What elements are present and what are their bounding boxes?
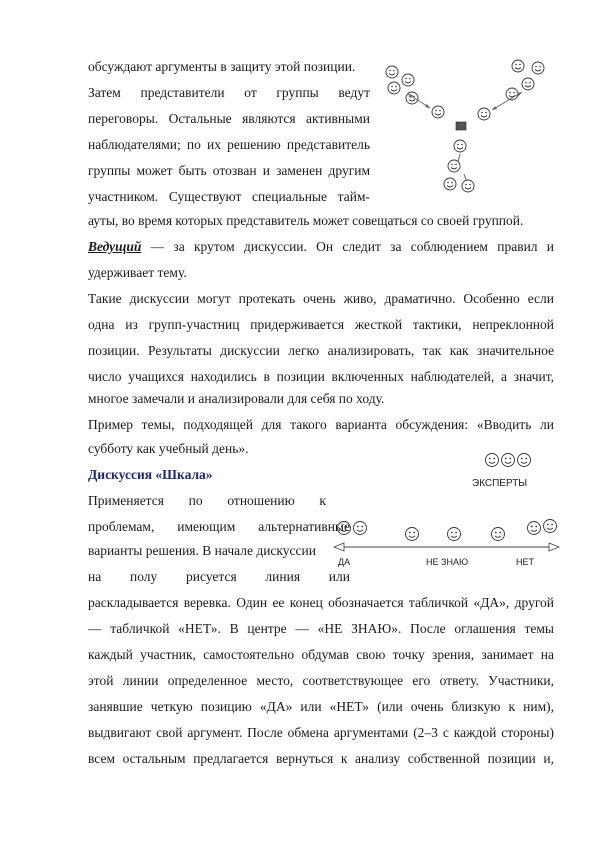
smiley-icon xyxy=(402,74,414,86)
arrow-line xyxy=(458,154,460,162)
smiley-icon xyxy=(444,178,456,190)
scale-diagram xyxy=(330,446,560,576)
arrow-line xyxy=(464,174,466,180)
table-icon xyxy=(456,122,466,130)
arrow-right-icon xyxy=(549,543,559,551)
text-line: Пример темы, подходящей для такого варианта обсуждения: «Вводить ли xyxy=(88,417,554,432)
text-line: участником. Существуют специальные тайм- xyxy=(88,189,370,204)
smiley-icon xyxy=(386,66,398,78)
text-line: многое замечали и анализировали для себя по ходу. xyxy=(88,391,385,406)
text-line: выдвигают свой аргумент. После обмена аргументами (2–3 с каждой стороны) xyxy=(88,725,554,740)
text-line: число учащихся находились в позиции включенных наблюдателей, а значит, xyxy=(88,369,554,384)
term-moderator: Ведущий xyxy=(88,239,142,254)
text-line: переговоры. Остальные являются активными xyxy=(88,111,370,126)
text-line: на полу рисуется линия или xyxy=(88,569,350,584)
text-line: удерживает тему. xyxy=(88,265,187,280)
smiley-icon xyxy=(478,108,490,120)
text-line: Применяется по отношению к xyxy=(88,493,326,508)
arrow-line xyxy=(492,92,522,110)
text-line: субботу как учебный день». xyxy=(88,441,249,456)
scale-yes-label: ДА xyxy=(338,557,351,567)
text-line: — табличкой «НЕТ». В центре — «НЕ ЗНАЮ». После оглашения темы xyxy=(88,621,554,636)
section-heading: Дискуссия «Шкала» xyxy=(88,467,213,482)
text-line: каждый участник, самостоятельно обдумав свою точку зрения, занимает на xyxy=(88,647,554,662)
participant-smiley-icon xyxy=(338,522,351,535)
smiley-icon xyxy=(462,180,474,192)
participant-smiley-icon xyxy=(492,528,505,541)
text-line: Затем представители от группы ведут xyxy=(88,85,370,100)
smiley-icon xyxy=(432,106,444,118)
participant-smiley-icon xyxy=(528,522,541,535)
participant-smiley-icon xyxy=(354,522,367,535)
text-line: проблемам, имеющим альтернативные xyxy=(88,519,350,534)
smiley-icon xyxy=(522,78,534,90)
smiley-icon xyxy=(512,60,524,72)
smiley-icon xyxy=(532,62,544,74)
text-line: всем остальным предлагается вернуться к анализу собственной позиции и, xyxy=(88,751,554,766)
smiley-icon xyxy=(454,140,466,152)
text-line: позиции. Результаты дискуссии легко анализировать, так как значительное xyxy=(88,343,554,358)
expert-smiley-icon xyxy=(486,454,499,467)
scale-no-label: НЕТ xyxy=(516,557,534,567)
text-line-moderator xyxy=(88,238,554,255)
scale-unknown-label: НЕ ЗНАЮ xyxy=(426,557,469,567)
expert-smiley-icon xyxy=(518,454,531,467)
text-line: занявшие четкую позицию «ДА» или «НЕТ» (или очень близкую к ним), xyxy=(88,699,554,714)
text-line: раскладывается веревка. Один ее конец обозначается табличкой «ДА», другой xyxy=(88,595,554,610)
smiley-icon xyxy=(388,82,400,94)
participant-smiley-icon xyxy=(544,520,557,533)
smiley-icon xyxy=(406,92,418,104)
text-line: этой линии определенное место, соответствующее его ответу. Участники, xyxy=(88,673,554,688)
text-line: Такие дискуссии могут протекать очень живо, драматично. Особенно если xyxy=(88,291,554,306)
participant-smiley-icon xyxy=(406,528,419,541)
experts-label: ЭКСПЕРТЫ xyxy=(472,478,528,489)
text-line: ауты, во время которых представитель может совещаться со своей группой. xyxy=(88,213,524,228)
text-line: группы может быть отозван и заменен другим xyxy=(88,163,370,178)
expert-smiley-icon xyxy=(502,454,515,467)
participant-smiley-icon xyxy=(448,528,461,541)
text-line: одна из групп-участниц придерживается жесткой тактики, непреклонной xyxy=(88,317,554,332)
text-line: обсуждают аргументы в защиту этой позиции. xyxy=(88,59,356,74)
negotiation-diagram xyxy=(378,54,558,204)
text-span: — за крутом дискуссии. Он следит за соблюдением правил и xyxy=(141,239,554,254)
text-line: наблюдателями; по их решению представитель xyxy=(88,137,370,152)
text-line: варианты решения. В начале дискуссии xyxy=(88,543,316,558)
arrow-left-icon xyxy=(334,543,344,551)
